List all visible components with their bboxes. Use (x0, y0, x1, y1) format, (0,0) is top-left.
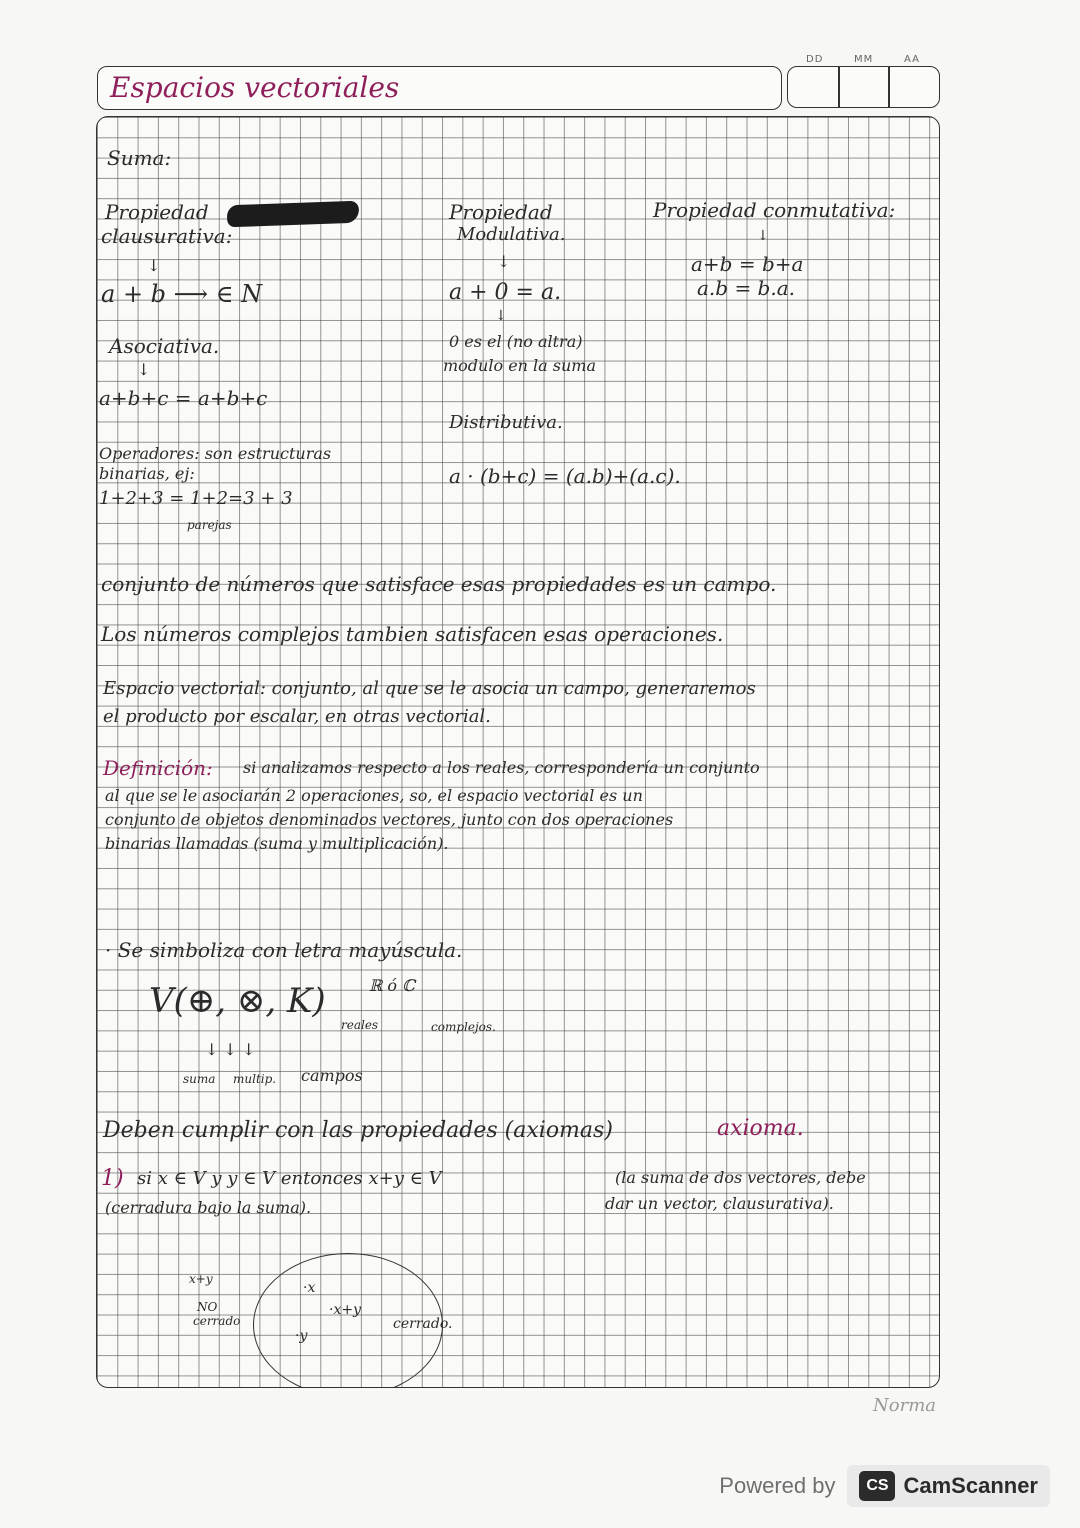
note-axiom-1: (la suma de dos vectores, debe (615, 1168, 866, 1187)
camscanner-watermark (719, 1462, 1050, 1510)
note-distributiva-expr: a · (b+c) = (a.b)+(a.c). (449, 464, 681, 488)
note-conmutativa-expr: a.b = b.a. (697, 276, 795, 300)
note-espacio-vectorial: Espacio vectorial: conjunto, al que se le asocia un campo, generaremos (103, 678, 756, 699)
date-divider (838, 67, 840, 107)
notebook-grid (96, 116, 940, 1388)
camscanner-logo-icon: CS (859, 1471, 895, 1501)
note-prop-modulativa: Modulativa. (457, 224, 566, 245)
note-definicion: al que se le asociarán 2 operaciones, so, el espacio vectorial es un (105, 786, 643, 805)
note-conmutativa-expr: a+b = b+a (691, 252, 804, 276)
down-arrow-icon: ↓ (757, 228, 769, 244)
note-operadores-example: 1+2+3 = 1+2=3 + 3 (99, 488, 293, 509)
note-suma: Suma: (107, 146, 172, 170)
note-y-point: ·y (295, 1328, 308, 1344)
powered-by-text: Powered by (719, 1473, 836, 1498)
date-label-dd: DD (806, 54, 824, 65)
camscanner-brand: CamScanner (903, 1473, 1038, 1498)
note-no-cerrado: NO (197, 1300, 218, 1314)
note-campos-label: campos (301, 1066, 363, 1085)
date-label-mm: MM (854, 54, 874, 65)
down-arrow-icon: ↓ (495, 308, 507, 324)
page-title: Espacios vectoriales (110, 71, 400, 104)
note-prop-clausurativa: clausurativa: (101, 224, 233, 248)
down-arrow-icon: ↓ ↓ ↓ (205, 1040, 256, 1059)
note-axioma: axioma. (717, 1116, 804, 1141)
note-deben: Deben cumplir con las propiedades (axiomas) (103, 1118, 613, 1143)
note-modulo: modulo en la suma (443, 356, 597, 375)
note-definicion: binarias llamadas (suma y multiplicación). (105, 834, 449, 853)
camscanner-badge (847, 1465, 1050, 1507)
note-axiom-1: si x ∈ V y y ∈ V entonces x+y ∈ V (137, 1168, 442, 1189)
note-prop-modulativa: Propiedad (449, 200, 553, 224)
signature: Norma (873, 1395, 936, 1416)
down-arrow-icon: ↓ (497, 252, 511, 271)
note-operadores: Operadores: son estructuras (99, 444, 332, 463)
note-xy-outside: x+y (189, 1272, 213, 1286)
note-parejas: parejas (187, 518, 232, 532)
note-asociativa: Asociativa. (109, 334, 220, 358)
note-axiom-1: dar un vector, clausurativa). (605, 1194, 834, 1213)
note-suma-label: suma (183, 1072, 216, 1086)
down-arrow-icon: ↓ (147, 256, 161, 275)
note-no-cerrado: cerrado (193, 1314, 241, 1328)
note-distributiva: Distributiva. (449, 412, 563, 433)
note-modulativa-expr: a + 0 = a. (449, 280, 562, 305)
note-modulo: 0 es el (no altra) (449, 332, 583, 351)
note-definicion-label: Definición: (103, 756, 213, 780)
note-definicion: si analizamos respecto a los reales, correspondería un conjunto (243, 758, 760, 777)
note-reales: reales (341, 1018, 379, 1032)
note-multip-label: multip. (233, 1072, 277, 1086)
note-xy-inside: ·x+y (329, 1302, 361, 1318)
note-axiom-1: (cerradura bajo la suma). (105, 1198, 312, 1217)
down-arrow-icon: ↓ (137, 360, 151, 379)
note-conjunto-campo: conjunto de números que satisface esas propiedades es un campo. (101, 572, 777, 596)
date-box (787, 66, 940, 108)
note-definicion: conjunto de objetos denominados vectores, junto con dos operaciones (105, 810, 674, 829)
note-clausurativa-expr: a + b ⟶ ∈ N (101, 280, 263, 308)
note-x-point: ·x (303, 1280, 316, 1296)
date-label-aa: AA (904, 54, 920, 65)
note-espacio-vectorial: el producto por escalar, en otras vectorial. (103, 706, 491, 727)
note-cerrado: cerrado. (393, 1316, 453, 1332)
note-complejos: Los números complejos tambien satisfacen esas operaciones. (101, 622, 724, 646)
date-divider (888, 67, 890, 107)
note-prop-clausurativa: Propiedad (105, 200, 209, 224)
crossed-out-scribble (227, 201, 360, 228)
note-asociativa-expr: a+b+c = a+b+c (99, 386, 268, 410)
note-operadores: binarias, ej: (99, 464, 195, 483)
title-box (97, 66, 782, 110)
note-r-o-c: ℝ ó ℂ (369, 976, 415, 995)
note-axiom-number: 1) (101, 1166, 124, 1191)
note-prop-conmutativa: Propiedad conmutativa: (653, 198, 896, 222)
note-v-symbol: V(⊕, ⊗, K) (149, 981, 326, 1021)
note-complejos-label: complejos. (431, 1020, 496, 1034)
note-simboliza: · Se simboliza con letra mayúscula. (105, 938, 463, 962)
